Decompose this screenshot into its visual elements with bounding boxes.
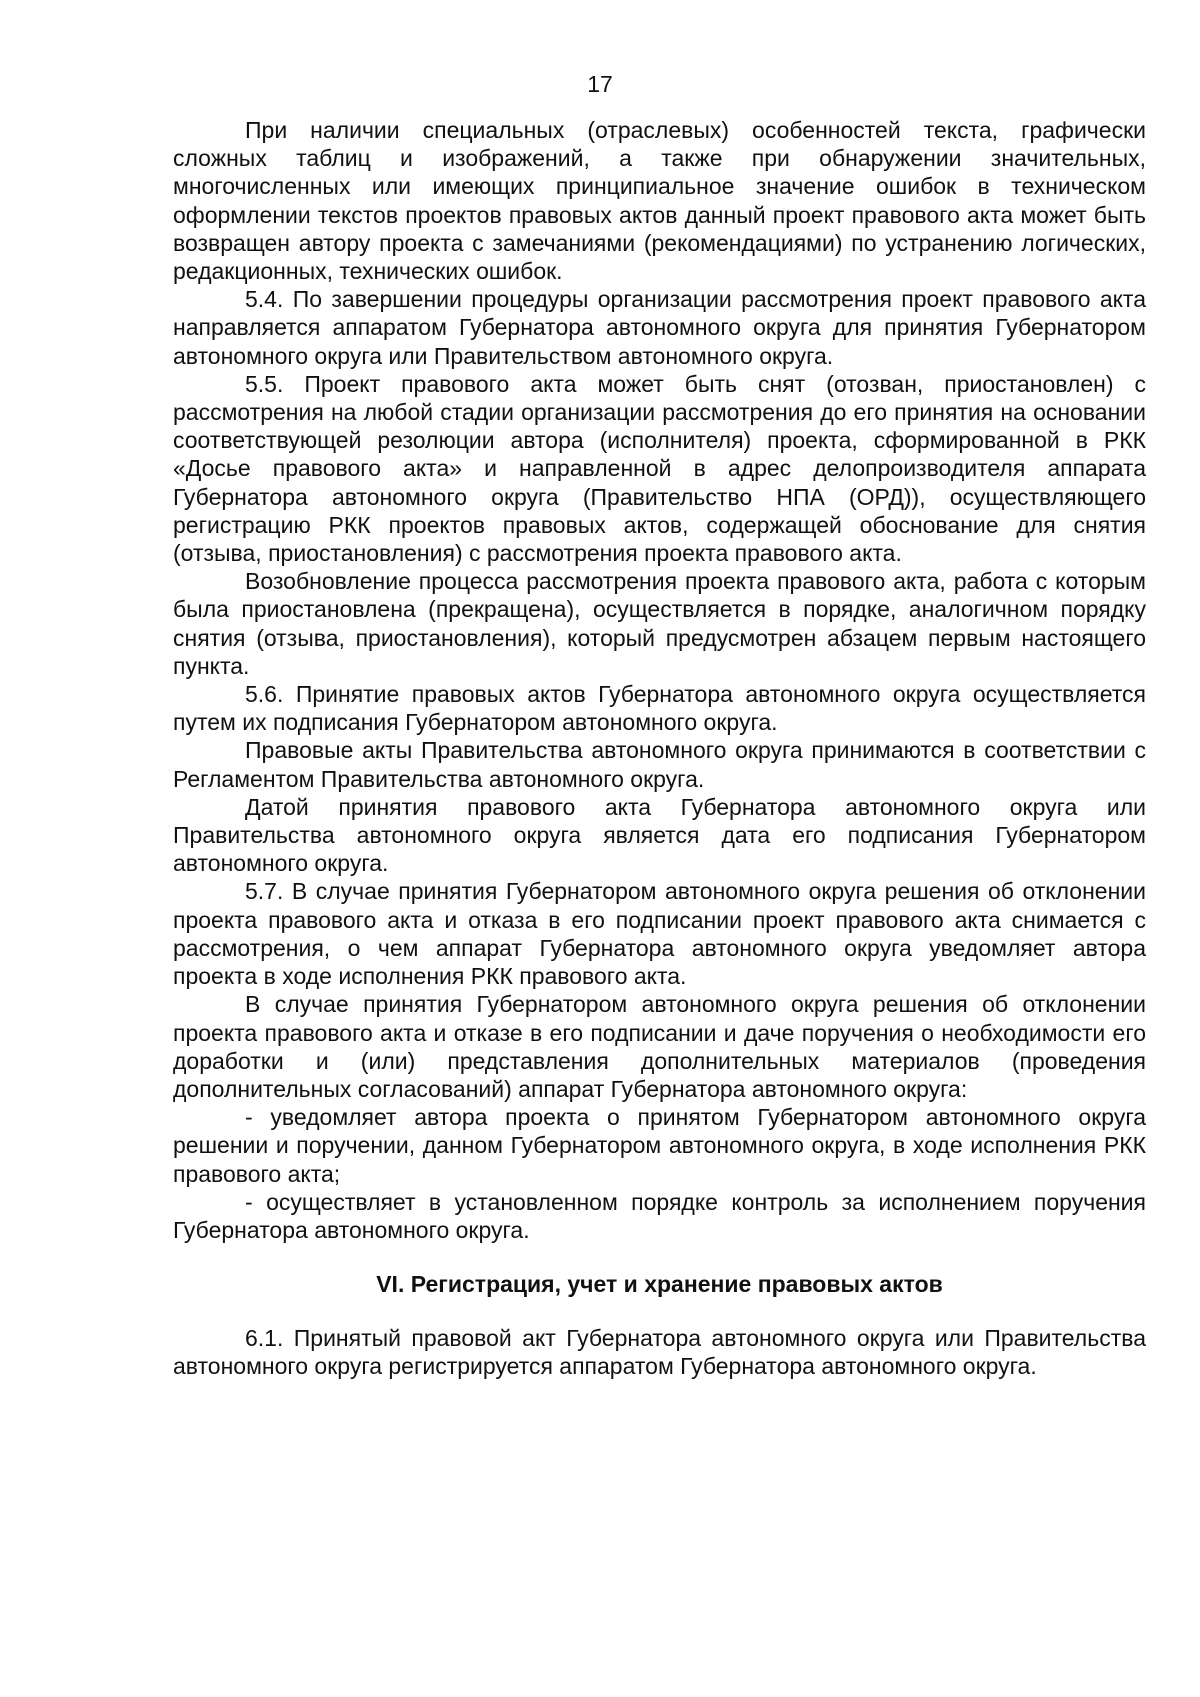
paragraph-5-5: 5.5. Проект правового акта может быть снят (отозван, приостановлен) с рассмотрения на любой стадии организации рассмотрения до его принятия на основании соответствующей резолюции автора (исполнителя) проекта, сформированной в РКК «Досье правового акта» и направленной в адрес делопроизводителя аппарата Губернатора автономного округа (Правительство НПА (ОРД)), осуществляющего регистрацию РКК проектов правовых актов, содержащей обоснование для снятия (отзыва, приостановления) с рассмотрения проекта правового акта. <box>173 370 1146 567</box>
paragraph-special-features: При наличии специальных (отраслевых) особенностей текста, графически сложных таблиц и изображений, а также при обнаружении значительных, многочисленных или имеющих принципиальное значение ошибок в техническом оформлении текстов проектов правовых актов данный проект правового акта может быть возвращен автору проекта с замечаниями (рекомендациями) по устранению логических, редакционных, технических ошибок. <box>173 117 1146 285</box>
paragraph-rejection-with-instruction: В случае принятия Губернатором автономного округа решения об отклонении проекта правового акта и отказе в его подписании и даче поручения о необходимости его доработки и (или) представления дополнительных материалов (проведения дополнительных согласований) аппарат Губернатора автономного округа: <box>173 991 1146 1102</box>
paragraph-government-acts: Правовые акты Правительства автономного округа принимаются в соответствии с Регламентом Правительства автономного округа. <box>173 737 1146 792</box>
paragraph-6-1: 6.1. Принятый правовой акт Губернатора автономного округа или Правительства автономного округа регистрируется аппаратом Губернатора автономного округа. <box>173 1325 1146 1380</box>
document-body <box>173 116 1146 1381</box>
paragraph-5-6: 5.6. Принятие правовых актов Губернатора автономного округа осуществляется путем их подписания Губернатором автономного округа. <box>173 681 1146 736</box>
paragraph-adoption-date: Датой принятия правового акта Губернатора автономного округа или Правительства автономного округа является дата его подписания Губернатором автономного округа. <box>173 793 1146 877</box>
paragraph-resumption: Возобновление процесса рассмотрения проекта правового акта, работа с которым была приостановлена (прекращена), осуществляется в порядке, аналогичном порядку снятия (отзыва, приостановления), который предусмотрен абзацем первым настоящего пункта. <box>173 568 1146 679</box>
list-item-control-execution: - осуществляет в установленном порядке контроль за исполнением поручения Губернатора автономного округа. <box>173 1188 1146 1243</box>
page-number: 17 <box>587 71 613 97</box>
paragraph-5-7: 5.7. В случае принятия Губернатором автономного округа решения об отклонении проекта правового акта и отказа в его подписании проект правового акта снимается с рассмотрения, о чем аппарат Губернатора автономного округа уведомляет автора проекта в ходе исполнения РКК правового акта. <box>173 878 1146 990</box>
list-item-notify-author: - уведомляет автора проекта о принятом Губернатором автономного округа решении и поручении, данном Губернатором автономного округа, в ходе исполнения РКК правового акта; <box>173 1104 1146 1187</box>
paragraph-5-4: 5.4. По завершении процедуры организации рассмотрения проект правового акта направляется аппаратом Губернатора автономного округа для принятия Губернатором автономного округа или Правительством автономного округа. <box>173 286 1146 369</box>
section-heading: VI. Регистрация, учет и хранение правовых актов <box>376 1271 943 1298</box>
